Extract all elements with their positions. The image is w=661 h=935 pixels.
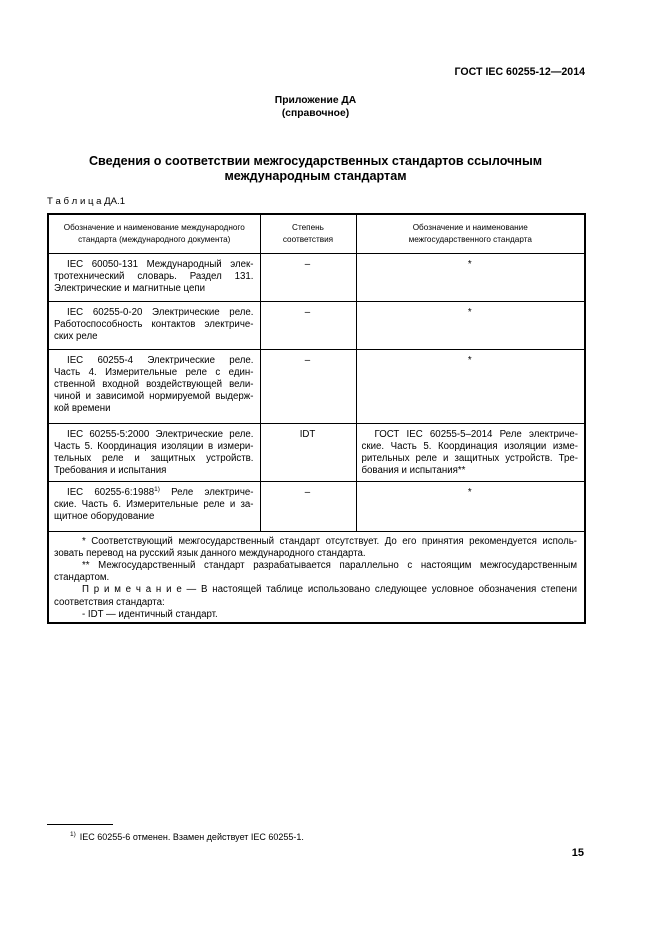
column-header-line: Обозначение и наименование международного xyxy=(63,222,245,232)
cell-international-standard xyxy=(48,349,260,423)
cell-line: ГОСТ IEC 60255-5–2014 Реле электриче- xyxy=(374,428,578,440)
cell-interstate-standard xyxy=(356,423,585,481)
cell-line xyxy=(54,487,254,499)
cell-line: ские. Часть 5. Координация изоляции изме- xyxy=(361,440,578,452)
note-line: соответствия стандарта: xyxy=(54,596,165,608)
cell-line: * xyxy=(467,258,472,270)
table-row xyxy=(48,301,585,349)
footnote-reference: 1) xyxy=(154,485,160,493)
cell-interstate-standard xyxy=(356,253,585,301)
notes-row xyxy=(48,531,585,623)
annex-block xyxy=(47,94,584,120)
annex-title: Приложение ДА xyxy=(274,95,357,106)
column-header-2 xyxy=(260,214,356,253)
footnote-text: IEC 60255-6 отменен. Взамен действует IEC 60255-1. xyxy=(79,832,304,842)
column-header-line: стандарта (международного документа) xyxy=(78,234,231,244)
table-caption: Т а б л и ц а ДА.1 xyxy=(47,196,126,207)
note-line: П р и м е ч а н и е — В настоящей таблице использовано следующее условное обозначения степени xyxy=(82,584,577,596)
cell-international-standard xyxy=(48,481,260,531)
cell-interstate-standard xyxy=(356,349,585,423)
cell-line: IEC 60255-4 Электрические реле. xyxy=(67,354,254,366)
page-title-line-2: международным стандартам xyxy=(224,169,407,183)
page-number: 15 xyxy=(571,847,584,859)
page-title xyxy=(47,154,584,184)
cell-line: Часть 5. Координация изоляции в измери- xyxy=(54,440,254,452)
cell-line: Требования и испытания xyxy=(54,464,167,476)
cell-line: щитное оборудование xyxy=(54,510,155,522)
cell-line: IEC 60255-0-20 Электрические реле. xyxy=(67,306,254,318)
conformity-table xyxy=(47,213,586,624)
cell-line: ственной входной воздействующей вели- xyxy=(54,378,254,390)
page-title-line-1: Сведения о соответствии межгосударственных стандартов ссылочным xyxy=(88,154,543,168)
table-row xyxy=(48,423,585,481)
cell-line: бования и испытания** xyxy=(361,464,466,476)
text-fragment: Реле электриче- xyxy=(159,486,254,498)
cell-degree-of-conformity: – xyxy=(260,253,356,301)
cell-international-standard xyxy=(48,423,260,481)
cell-international-standard xyxy=(48,301,260,349)
cell-international-standard xyxy=(48,253,260,301)
cell-line: Работоспособность контактов электриче- xyxy=(54,318,254,330)
table-body xyxy=(48,253,585,531)
footnote-divider xyxy=(47,824,113,825)
cell-line: ских реле xyxy=(54,330,98,342)
column-header-line: Обозначение и наименование xyxy=(412,222,528,232)
table-row xyxy=(48,481,585,531)
table-head xyxy=(48,214,585,253)
cell-interstate-standard xyxy=(356,301,585,349)
cell-line: IEC 60050-131 Международный элек- xyxy=(67,258,254,270)
cell-line: Часть 4. Измерительные реле с един- xyxy=(54,366,254,378)
document-code: ГОСТ IEC 60255-12—2014 xyxy=(454,66,585,78)
table-row xyxy=(48,253,585,301)
annex-subtitle: (справочное) xyxy=(281,108,350,119)
cell-degree-of-conformity: – xyxy=(260,301,356,349)
note-line: - IDT — идентичный стандарт. xyxy=(82,608,218,620)
cell-line: IEC 60255-5:2000 Электрические реле. xyxy=(67,428,254,440)
column-header-3 xyxy=(356,214,585,253)
cell-line: ские. Часть 6. Измерительные реле и за- xyxy=(54,498,254,510)
cell-line: * xyxy=(467,354,472,366)
column-header-line: Степень xyxy=(292,222,324,232)
cell-line: Электрические и магнитные цепи xyxy=(54,282,206,294)
table-notes xyxy=(48,531,585,623)
cell-line: чиной и зависимой нормируемой выдерж- xyxy=(54,390,254,402)
note-line: зовать перевод на русский язык данного международного стандарта. xyxy=(54,547,366,559)
cell-line: рительных реле и защитных устройств. Тре- xyxy=(361,452,578,464)
cell-degree-of-conformity: – xyxy=(260,481,356,531)
cell-line: * xyxy=(467,306,472,318)
note-line: ** Межгосударственный стандарт разрабатывается параллельно с настоящим межгосударственным xyxy=(82,559,577,571)
cell-line: тельных реле и защитных устройств. xyxy=(54,452,254,464)
notes-cell xyxy=(48,531,585,623)
cell-line: * xyxy=(467,486,472,498)
table-row xyxy=(48,349,585,423)
cell-line: кой времени xyxy=(54,402,111,414)
column-header-1 xyxy=(48,214,260,253)
column-header-line: межгосударственного стандарта xyxy=(408,234,532,244)
note-line: стандартом. xyxy=(54,572,110,584)
footnote-mark: 1) xyxy=(70,831,76,838)
text-fragment: IEC 60255-6:1988 xyxy=(67,486,155,498)
note-line: * Соответствующий межгосударственный стандарт отсутствует. До его принятия рекомендуется исполь- xyxy=(82,535,577,547)
cell-degree-of-conformity: IDT xyxy=(260,423,356,481)
footnote xyxy=(70,831,304,843)
table-header-row xyxy=(48,214,585,253)
column-header-line: соответствия xyxy=(282,234,334,244)
cell-interstate-standard xyxy=(356,481,585,531)
cell-degree-of-conformity: – xyxy=(260,349,356,423)
cell-line: тротехнический словарь. Раздел 131. xyxy=(54,270,254,282)
